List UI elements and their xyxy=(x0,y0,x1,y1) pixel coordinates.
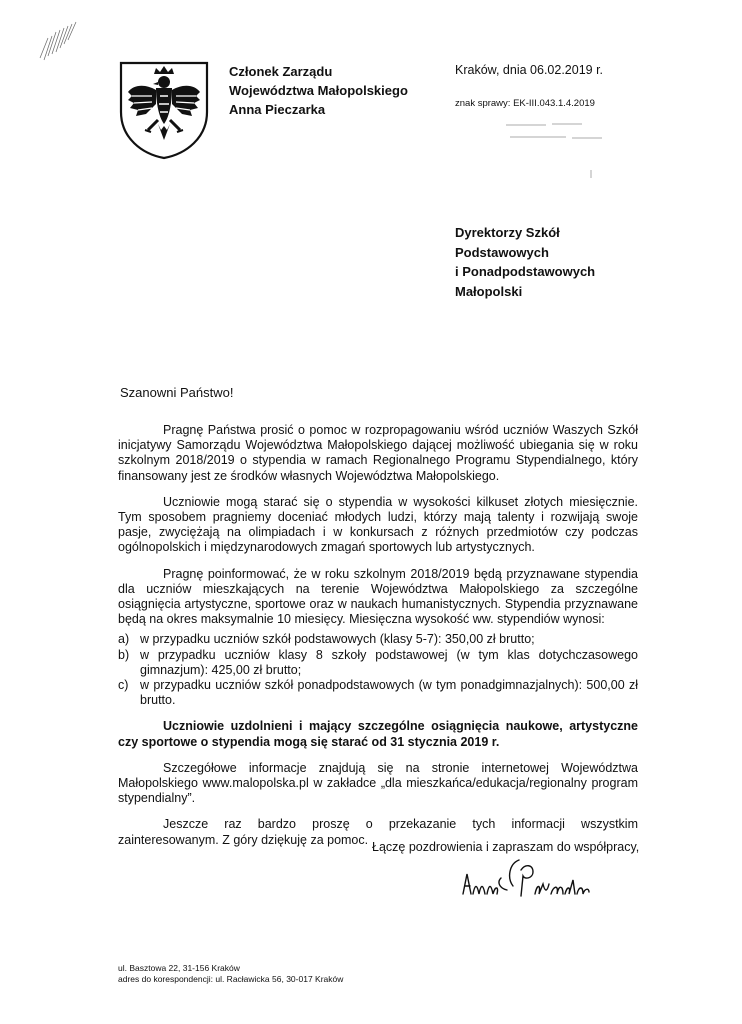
paragraph: Uczniowie mogą starać się o stypendia w wysokości kilkuset złotych miesięcznie. Tym sposobem pragniemy doceniać młodych ludzi, którzy mają talenty i rozwijają swoje pasje, zwyciężają na olimpiadach i w konkursach z różnych przedmiotów czy podczas ogólnopolskich i międzynarodowych zmagań sportowych lub artystycznych. xyxy=(118,494,638,555)
list-item-text: w przypadku uczniów szkół ponadpodstawowych (w tym ponadgimnazjalnych): 500,00 zł brutto. xyxy=(140,678,638,708)
sender-block xyxy=(229,62,408,119)
paragraph: Pragnę Państwa prosić o pomoc w rozpropagowaniu wśród uczniów Waszych Szkół inicjatywy Samorządu Województwa Małopolskiego dającej możliwość ubiegania się w roku szkolnym 2018/2019 o stypendia w ramach Regionalnego Programu Stypendialnego, który finansowany jest ze środków własnych Województwa Małopolskiego. xyxy=(118,423,638,483)
list-item-label: a) xyxy=(118,632,130,647)
address-line: ul. Basztowa 22, 31-156 Kraków xyxy=(118,963,240,973)
sender-name: Anna Pieczarka xyxy=(229,102,326,117)
list-item-text: w przypadku uczniów szkół podstawowych (klasy 5-7): 350,00 zł brutto; xyxy=(140,632,535,647)
coat-of-arms-icon xyxy=(118,60,210,160)
paragraph: Jeszcze raz bardzo proszę o przekazanie tych informacji wszystkim zainteresowanym. Z góry dziękuję za pomoc. xyxy=(118,817,638,847)
recipient-line: Małopolski xyxy=(455,283,523,299)
faint-scan-marks xyxy=(500,120,620,190)
recipient-line: Podstawowych xyxy=(455,244,549,260)
correspondence-address-line: adres do korespondencji: ul. Racławicka 56, 30-017 Kraków xyxy=(118,974,344,984)
sender-title: Członek Zarządu xyxy=(229,64,333,79)
stipend-amount-list xyxy=(118,632,638,708)
salutation: Szanowni Państwo! xyxy=(120,385,234,400)
bold-announcement: Uczniowie uzdolnieni i mający szczególne osiągnięcia naukowe, artystyczne czy sportowe o stypendia mogą się starać od 31 stycznia 2019 r. xyxy=(118,719,638,749)
list-item xyxy=(118,678,638,708)
letter-body xyxy=(118,423,638,859)
recipient-block xyxy=(455,223,595,301)
scan-artifact xyxy=(30,18,90,63)
recipient-line: Dyrektorzy Szkół xyxy=(455,225,560,240)
sender-office: Województwa Małopolskiego xyxy=(229,83,408,98)
list-item xyxy=(118,648,638,678)
handwritten-signature xyxy=(455,856,605,916)
list-item-text: w przypadku uczniów klasy 8 szkoły podstawowej (w tym klas dotychczasowego gimnazjum): 425,00 zł brutto; xyxy=(140,647,638,677)
list-item-label: b) xyxy=(118,647,130,662)
paragraph: Szczegółowe informacje znajdują się na stronie internetowej Województwa Małopolskiego www.malopolska.pl w zakładce „dla mieszkańca/edukacja/regionalny program stypendialny”. xyxy=(118,760,638,806)
footer-address xyxy=(118,963,343,985)
case-reference: znak sprawy: EK-III.043.1.4.2019 xyxy=(455,98,595,109)
closing-line: Łączę pozdrowienia i zapraszam do współpracy, xyxy=(372,840,640,854)
recipient-line: i Ponadpodstawowych xyxy=(455,264,596,279)
list-item-label: c) xyxy=(118,678,129,693)
list-item xyxy=(118,632,638,647)
paragraph: Pragnę poinformować, że w roku szkolnym 2018/2019 będą przyznawane stypendia dla uczniów mieszkających na terenie Województwa Małopolskiego za szczególne osiągnięcia artystyczne, sportowe oraz w naukach humanistycznych. Stypendia przyznawane będą na okres maksymalnie 10 miesięcy. Miesięczna wysokość ww. stypendiów wynosi: xyxy=(118,566,638,627)
place-and-date: Kraków, dnia 06.02.2019 r. xyxy=(455,63,604,77)
